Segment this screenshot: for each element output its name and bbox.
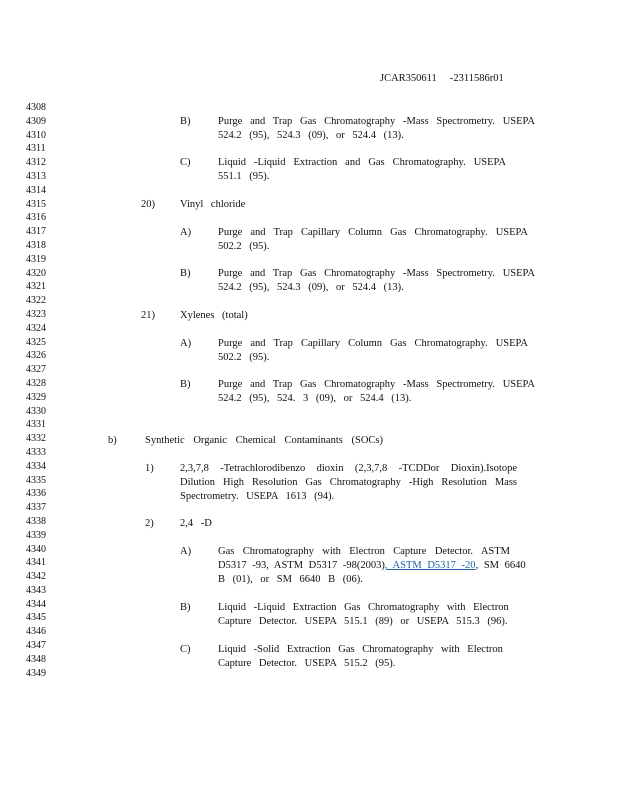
- line-number: 4315: [26, 198, 46, 210]
- item-label: B): [180, 116, 191, 127]
- item-text: [180, 462, 517, 503]
- item-text: [218, 643, 503, 671]
- item-label: 21): [141, 310, 155, 321]
- item-title: 2,4 -D: [180, 518, 212, 529]
- item-text-line: Purge and Trap Gas Chromatography -Mass Spectrometry. USEPA: [218, 268, 535, 279]
- item-text-line: 502.2 (95).: [218, 351, 270, 363]
- line-number: 4338: [26, 515, 46, 527]
- item-label: A): [180, 546, 192, 557]
- item-label: B): [180, 379, 191, 390]
- item-text-line: [218, 559, 526, 573]
- item-label: 1): [145, 463, 154, 474]
- item-text-line: Purge and Trap Gas Chromatography -Mass Spectrometry. USEPA: [218, 116, 535, 127]
- item-text-line: Spectrometry. USEPA 1613 (94).: [180, 490, 335, 502]
- item-text-line: Capture Detector. USEPA 515.2 (95).: [218, 657, 396, 669]
- item-text-line: 502.2 (95).: [218, 240, 270, 252]
- item-text-line: B (01), or SM 6640 B (06).: [218, 574, 363, 585]
- item-label: B): [180, 602, 191, 613]
- line-number: 4340: [26, 543, 46, 555]
- item-text-line: Dilution High Resolution Gas Chromatography -High Resolution Mass: [180, 476, 517, 488]
- item-text-line: Purge and Trap Capillary Column Gas Chromatography. USEPA: [218, 338, 528, 349]
- line-number: 4323: [26, 308, 46, 320]
- line-number: 4316: [26, 212, 46, 224]
- line-number: 4319: [26, 253, 46, 265]
- line-number: 4328: [26, 377, 46, 389]
- line-number: 4346: [26, 626, 46, 638]
- doc-revision: -2311586r01: [449, 73, 504, 84]
- line-number: 4337: [26, 502, 46, 514]
- line-number: 4343: [26, 584, 46, 596]
- item-text: [218, 267, 535, 295]
- item-text: [218, 226, 528, 254]
- line-number: 4314: [26, 184, 46, 196]
- item-text: [218, 601, 507, 629]
- section-title-text: Synthetic Organic Chemical Contaminants (SOCs): [145, 435, 383, 446]
- item-title: Vinyl chloride: [180, 199, 246, 210]
- item-label: A): [180, 227, 192, 238]
- line-number: 4330: [26, 405, 46, 417]
- item-text-line: 551.1 (95).: [218, 170, 270, 182]
- item-text-line: Purge and Trap Capillary Column Gas Chromatography. USEPA: [218, 227, 528, 238]
- line-number-column: [26, 101, 66, 680]
- item-title: Xylenes (total): [180, 310, 248, 321]
- item-text-line: Liquid -Solid Extraction Gas Chromatography with Electron: [218, 644, 503, 655]
- doc-id: JCAR350611: [380, 73, 437, 84]
- line-number: 4331: [26, 419, 46, 431]
- line-number: 4310: [26, 129, 46, 141]
- line-number: 4325: [26, 336, 46, 348]
- item-text: [218, 337, 528, 365]
- item-label: A): [180, 338, 192, 349]
- item-text-line: Purge and Trap Gas Chromatography -Mass Spectrometry. USEPA: [218, 379, 535, 390]
- line-number: 4329: [26, 391, 46, 403]
- item-label: B): [180, 268, 191, 279]
- line-number: 4332: [26, 433, 46, 445]
- line-number: 4341: [26, 557, 46, 569]
- item-text-line: 2,3,7,8 -Tetrachlorodibenzo dioxin (2,3,7,8 -TCDDor Dioxin).Isotope: [180, 463, 517, 474]
- item-text: [218, 115, 535, 143]
- citation-text: D5317 -93, ASTM D5317 -98(2003): [218, 560, 385, 571]
- item-text-line: Gas Chromatography with Electron Capture Detector. ASTM: [218, 546, 510, 557]
- item-text-line: 524.2 (95), 524. 3 (09), or 524.4 (13).: [218, 392, 412, 404]
- line-number: 4345: [26, 612, 46, 624]
- line-number: 4311: [26, 143, 46, 155]
- item-label: 20): [141, 199, 155, 210]
- item-text-line: 524.2 (95), 524.3 (09), or 524.4 (13).: [218, 281, 404, 293]
- line-number: 4335: [26, 474, 46, 486]
- item-text: [218, 378, 535, 406]
- page-header: [380, 73, 504, 84]
- line-number: 4333: [26, 446, 46, 458]
- line-number: 4313: [26, 170, 46, 182]
- line-number: 4344: [26, 598, 46, 610]
- section-title: [145, 434, 383, 448]
- citation-text: , SM 6640: [475, 560, 526, 571]
- line-number: 4326: [26, 350, 46, 362]
- section-label: b): [108, 435, 117, 446]
- line-number: 4324: [26, 322, 46, 334]
- line-number: 4349: [26, 667, 46, 679]
- item-label: C): [180, 157, 191, 168]
- line-number: 4312: [26, 157, 46, 169]
- line-number: 4348: [26, 653, 46, 665]
- line-number: 4334: [26, 460, 46, 472]
- item-text: [218, 545, 510, 559]
- line-number: 4336: [26, 488, 46, 500]
- item-text-line: Liquid -Liquid Extraction and Gas Chromatography. USEPA: [218, 157, 506, 168]
- line-number: 4320: [26, 267, 46, 279]
- line-number: 4347: [26, 640, 46, 652]
- line-number: 4321: [26, 281, 46, 293]
- line-number: 4309: [26, 115, 46, 127]
- item-text-line: Liquid -Liquid Extraction Gas Chromatography with Electron: [218, 602, 509, 613]
- line-number: 4339: [26, 529, 46, 541]
- item-text: [218, 156, 506, 184]
- line-number: 4322: [26, 295, 46, 307]
- item-label: C): [180, 644, 191, 655]
- item-text-line: 524.2 (95), 524.3 (09), or 524.4 (13).: [218, 129, 404, 141]
- astm-d5317-20-link[interactable]: , ASTM D5317 -20: [384, 560, 476, 571]
- line-number: 4317: [26, 226, 46, 238]
- line-number: 4318: [26, 239, 46, 251]
- item-label: 2): [145, 518, 154, 529]
- line-number: 4327: [26, 364, 46, 376]
- item-text-line: Capture Detector. USEPA 515.1 (89) or USEPA 515.3 (96).: [218, 615, 508, 627]
- line-number: 4342: [26, 571, 46, 583]
- line-number: 4308: [26, 102, 46, 113]
